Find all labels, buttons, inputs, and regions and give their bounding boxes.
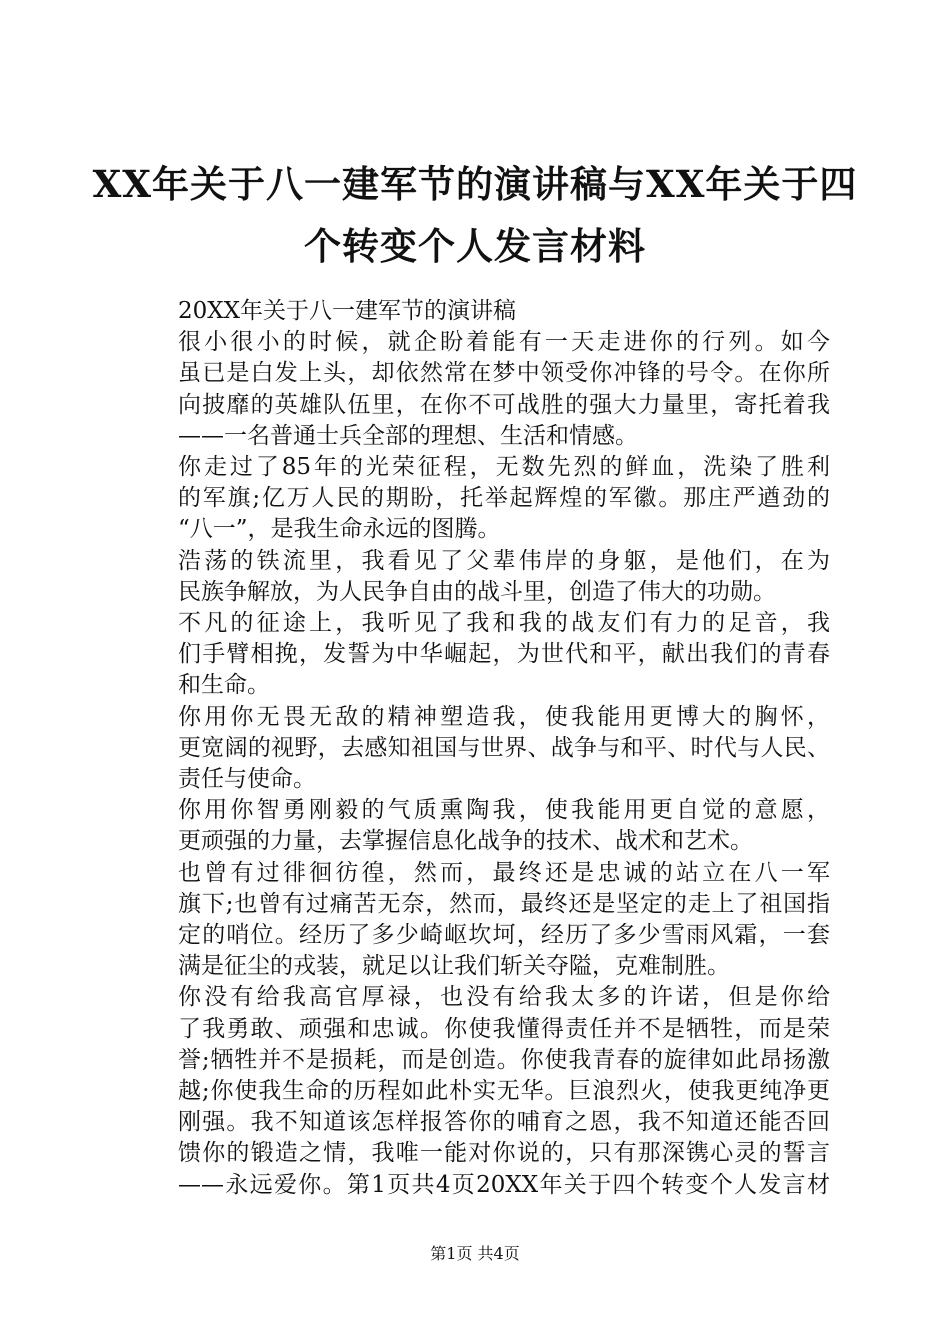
paragraph <box>130 327 830 452</box>
text-line: 刚强。我不知道该怎样报答你的哺育之恩，我不知道还能否回 <box>178 1109 830 1136</box>
text-line: 更宽阔的视野，去感知祖国与世界、战争与和平、时代与人民、 <box>178 734 830 761</box>
text-line: 你走过了85年的光荣征程，无数先烈的鲜血，洗染了胜利 <box>178 454 830 481</box>
paragraph <box>130 546 830 608</box>
paragraph <box>130 858 830 983</box>
text-line: ——一名普通士兵全部的理想、生活和情感。 <box>178 422 638 449</box>
text-line: 们手臂相挽，发誓为中华崛起，为世代和平，献出我们的青春 <box>178 641 830 668</box>
text-line: 旗下;也曾有过痛苦无奈，然而，最终还是坚定的走上了祖国指 <box>178 890 830 917</box>
text-line: 也曾有过徘徊彷徨，然而，最终还是忠诚的站立在八一军 <box>178 859 830 886</box>
document-title-line-1: XX年关于八一建军节的演讲稿与XX年关于四 <box>92 162 858 206</box>
text-line: 虽已是白发上头，却依然常在梦中领受你冲锋的号令。在你所 <box>178 360 830 387</box>
text-line: 不凡的征途上，我听见了我和我的战友们有力的足音，我 <box>178 610 830 637</box>
text-line: 馈你的锻造之情，我唯一能对你说的，只有那深镌心灵的誓言 <box>178 1140 830 1167</box>
text-line: “八一”，是我生命永远的图腾。 <box>178 516 501 543</box>
paragraph <box>130 452 830 546</box>
document-body <box>130 296 830 1201</box>
text-line: 浩荡的铁流里，我看见了父辈伟岸的身躯，是他们，在为 <box>178 547 830 574</box>
text-line: 你用你无畏无敌的精神塑造我，使我能用更博大的胸怀， <box>178 703 830 730</box>
text-line: 民族争解放，为人民争自由的战斗里，创造了伟大的功勋。 <box>178 578 776 605</box>
text-line: 誉;牺牲并不是损耗，而是创造。你使我青春的旋律如此昂扬激 <box>178 1046 830 1073</box>
page-footer: 第1页 共4页 <box>430 1244 520 1263</box>
text-line: 和生命。 <box>178 672 270 699</box>
document-title-line-2: 个转变个人发言材料 <box>304 224 646 268</box>
text-line: 你用你智勇刚毅的气质熏陶我，使我能用更自觉的意愿， <box>178 797 830 824</box>
text-line: 了我勇敢、顽强和忠诚。你使我懂得责任并不是牺牲，而是荣 <box>178 1015 830 1042</box>
paragraph <box>130 702 830 796</box>
text-line: 定的哨位。经历了多少崎岖坎坷，经历了多少雪雨风霜，一套 <box>178 922 830 949</box>
text-line: 的军旗;亿万人民的期盼，托举起辉煌的军徽。那庄严遒劲的 <box>178 485 830 512</box>
text-line: 更顽强的力量，去掌握信息化战争的技术、战术和艺术。 <box>178 828 753 855</box>
paragraph <box>130 982 830 1200</box>
text-line: 责任与使命。 <box>178 766 316 793</box>
paragraph <box>130 795 830 857</box>
text-line: 很小很小的时候，就企盼着能有一天走进你的行列。如今 <box>178 329 830 356</box>
section-heading: 20XX年关于八一建军节的演讲稿 <box>178 298 517 324</box>
text-line: 越;你使我生命的历程如此朴实无华。巨浪烈火，使我更纯净更 <box>178 1078 830 1105</box>
text-line: ——永远爱你。第1页共4页20XX年关于四个转变个人发言材 <box>178 1171 830 1198</box>
text-line: 满是征尘的戎装，就足以让我们斩关夺隘，克难制胜。 <box>178 953 730 980</box>
text-line: 你没有给我高官厚禄，也没有给我太多的许诺，但是你给 <box>178 984 830 1011</box>
text-line: 向披靡的英雄队伍里，在你不可战胜的强大力量里，寄托着我 <box>178 391 830 418</box>
paragraph <box>130 608 830 702</box>
